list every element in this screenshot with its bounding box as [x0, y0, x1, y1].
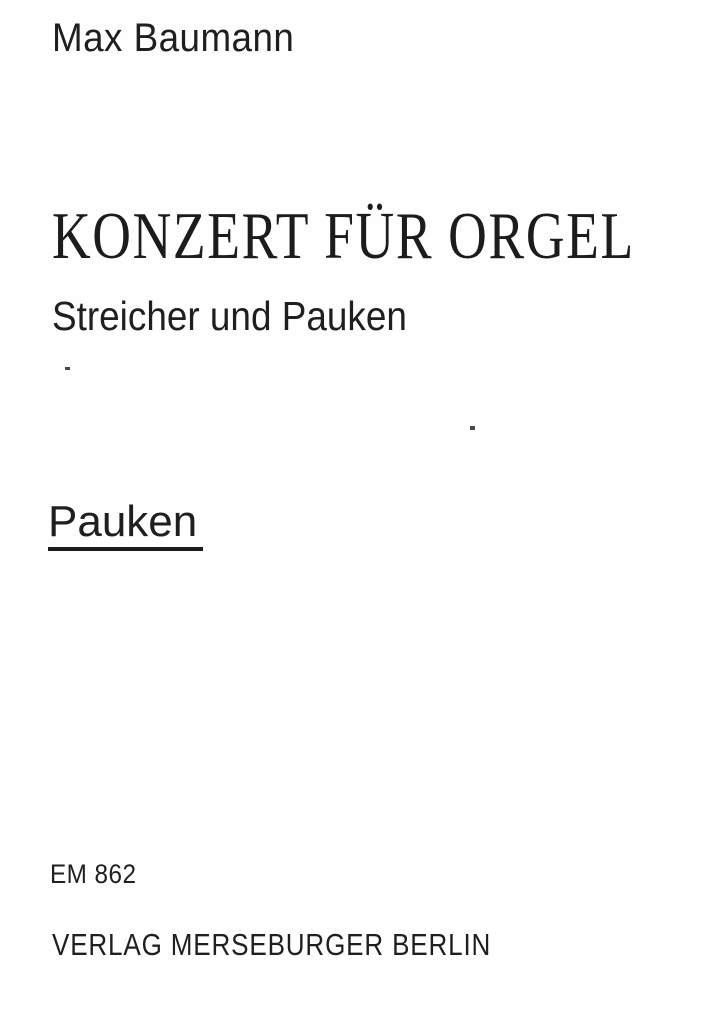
work-title: KONZERT FÜR ORGEL [52, 199, 635, 273]
part-name-block [48, 497, 203, 551]
print-speck-2 [470, 426, 475, 430]
print-speck-1 [65, 367, 70, 370]
work-subtitle: Streicher und Pauken [52, 293, 407, 339]
part-name: Pauken [48, 500, 203, 551]
author-name: Max Baumann [52, 16, 295, 60]
publisher-imprint: VERLAG MERSEBURGER BERLIN [52, 927, 492, 962]
edition-number: EM 862 [50, 859, 137, 889]
